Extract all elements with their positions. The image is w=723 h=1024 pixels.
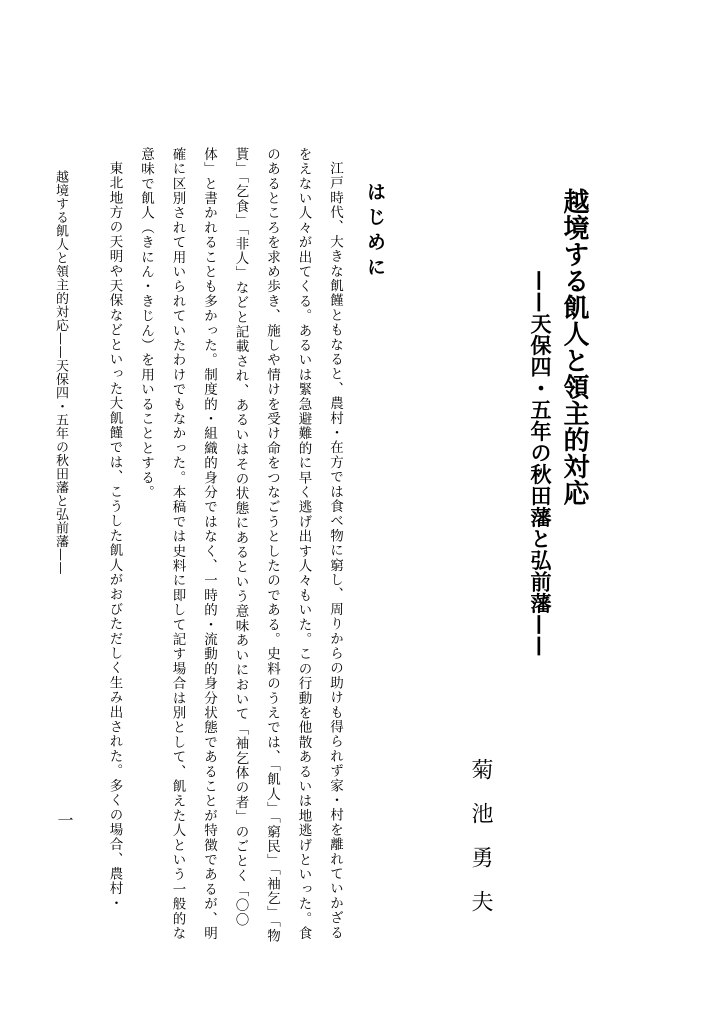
article-title: 越境する飢人と領主的対応 [559, 188, 589, 506]
body-text [106, 147, 350, 947]
section-heading: はじめに [364, 182, 386, 282]
body-paragraph-1: 江戸時代、大きな飢饉ともなると、農村・在方では食べ物に窮し、周りからの助けも得られず家・村を離れていかざるをえない人々が出てくる。あるいは緊急避難的に早く逃げ出す人々もいた。この行動を他散あるいは地逃げといった。食のあるところを求め歩き、施しや情けを受け命をつなごうとしたのである。史料のうえでは、「飢人」「窮民」「袖乞」「物貰」「乞食」「非人」などと記載され、あるいはその状態にあるという意味あいにおいて「袖乞体の者」のごとく「〇〇体」と書かれることも多かった。制度的・組織的身分ではなく、一時的・流動的身分状態であることが特徴であるが、明確に区別されて用いられていたわけでもなかった。本稿では史料に即して記す場合は別として、飢えた人という一般的な意味で飢人（きにん・きじん）を用いることとする。 [138, 147, 343, 944]
body-paragraph-2: 東北地方の天明や天保などといった大飢饉では、こうした飢人がおびただしく生み出された。多くの場合、農村・ [106, 160, 123, 911]
running-head: 越境する飢人と領主的対応——天保四・五年の秋田藩と弘前藩—— [53, 170, 68, 575]
article-subtitle: ——天保四・五年の秋田藩と弘前藩—— [528, 270, 552, 657]
author-name: 菊池勇夫 [468, 758, 493, 934]
page-number: 一 [55, 812, 74, 828]
